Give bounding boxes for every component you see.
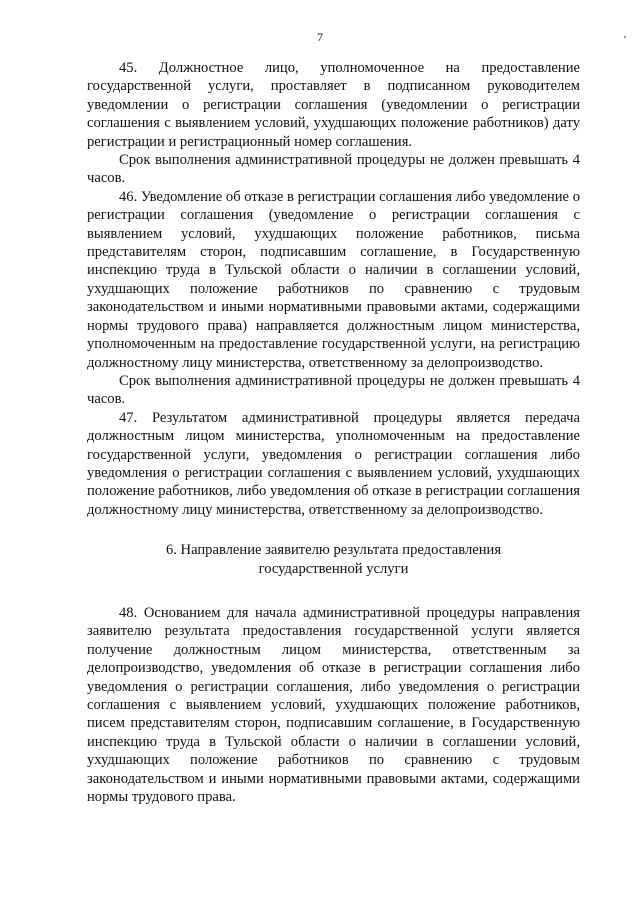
section-heading-line-1: 6. Направление заявителю результата предоставления [165, 542, 502, 559]
paragraph-47: 47. Результатом административной процедуры является передача должностным лицом министерства, уполномоченным на предоставление государственной услуги, уведомления о регистрации соглашения либо уведомления о регистрации соглашения с выявлением условий, ухудшающих положение работников, либо уведомления об отказе в регистрации соглашения должностному лицу министерства, ответственному за делопроизводство. [87, 409, 580, 518]
page-number: 7 [317, 30, 323, 44]
section-heading [87, 541, 580, 578]
paragraph-46: 46. Уведомление об отказе в регистрации соглашения либо уведомление о регистрации соглашения (уведомление о регистрации соглашения с выявлением условий, ухудшающих положение работников, письма представителям сторон, подписавшим соглашение, в Государственную инспекцию труда в Тульской области о наличии в соглашении условий, ухудшающих положение работников по сравнению с трудовым законодательством и иными нормативными правовыми актами, содержащими нормы трудового права) направляется должностным лицом министерства, уполномоченным на предоставление государственной услуги, на регистрацию должностному лицу министерства, ответственному за делопроизводство. [87, 188, 580, 371]
paragraph-45-deadline: Срок выполнения административной процедуры не должен превышать 4 часов. [87, 152, 580, 187]
paragraph-48: 48. Основанием для начала административной процедуры направления заявителю результата предоставления государственной услуги является получение должностным лицом министерства, ответственным за делопроизводство, уведомления об отказе в регистрации соглашения либо уведомления о регистрации соглашения, либо уведомления о регистрации соглашения с выявлением условий, ухудшающих положение работников, писем представителям сторон, подписавшим соглашение, в Государственную инспекцию труда в Тульской области о наличии в соглашении условий, ухудшающих положение работников по сравнению с трудовым законодательством и иными нормативными правовыми актами, содержащими нормы трудового права. [87, 604, 580, 806]
document-body [87, 59, 580, 806]
paragraph-45: 45. Должностное лицо, уполномоченное на предоставление государственной услуги, проставляет в подписанном руководителем уведомлении о регистрации соглашения (уведомлении о регистрации соглашения с выявлением условий, ухудшающих положение работников) дату регистрации и регистрационный номер соглашения. [87, 60, 580, 150]
paragraph-46-deadline: Срок выполнения административной процедуры не должен превышать 4 часов. [87, 372, 580, 408]
section-heading-line-2: государственной услуги [258, 560, 409, 577]
margin-dot [624, 36, 626, 38]
